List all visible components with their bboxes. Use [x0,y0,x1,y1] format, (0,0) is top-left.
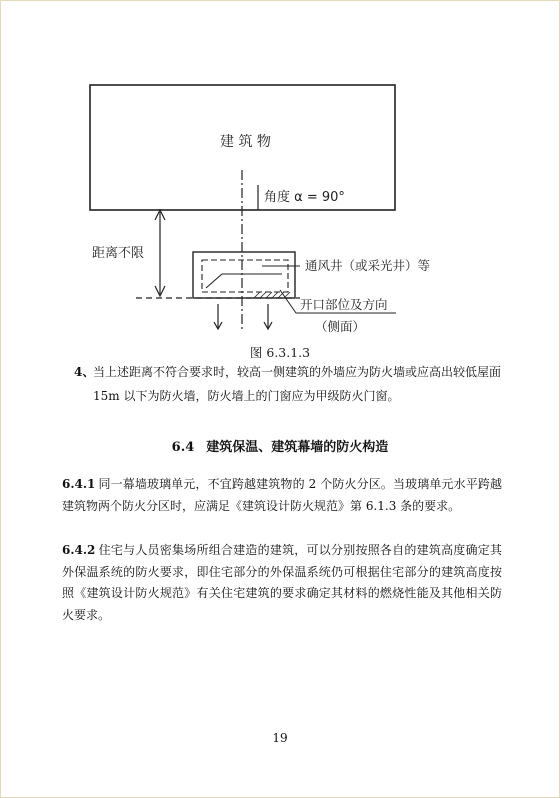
clause-number: 6.4.1 [62,477,96,491]
figure-6-3-1-3 [0,0,560,360]
section-title: 建筑保温、建筑幕墙的防火构造 [206,440,389,455]
page-number: 19 [272,731,288,745]
list-item-text: 当上述距离不符合要求时，较高一侧建筑的外墙应为防火墙或应高出较低屋面 15m 以下为防火墙，防火墙上的门窗应为甲级防火门窗。 [93,365,502,403]
shaft-outline [202,260,288,292]
clause-number: 6.4.2 [62,543,96,557]
opening-label-line1: 开口部位及方向 [300,297,388,312]
clause-6-4-2 [62,540,502,626]
shaft-label: 通风井（或采光井）等 [305,258,431,273]
clause-6-4-1 [62,474,502,517]
list-item-number: 4、 [74,365,95,379]
figure-caption: 图 6.3.1.3 [249,345,311,360]
shaft-slope [206,274,282,288]
list-item-4 [74,360,508,408]
angle-label: 角度 α = 90° [264,190,345,205]
down-arrow-right [264,304,272,329]
opening-label-line2: （侧面） [315,319,366,334]
down-arrow-left [214,304,222,329]
building-label: 建 筑 物 [220,134,271,150]
clause-text: 同一幕墙玻璃单元，不宜跨越建筑物的 2 个防火分区。当玻璃单元水平跨越建筑物两个防火分区时，应满足《建筑设计防火规范》第 6.1.3 条的要求。 [62,477,502,513]
section-heading [0,436,560,455]
clause-text: 住宅与人员密集场所组合建造的建筑，可以分别按照各自的建筑高度确定其外保温系统的防火要求，即住宅部分的外保温系统仍可根据住宅部分的建筑高度按照《建筑设计防火规范》有关住宅建筑的要求确定其材料的燃烧性能及其他相关防火要求。 [62,543,502,622]
lower-building-outline [193,252,295,298]
distance-label: 距离不限 [92,246,145,261]
section-number: 6.4 [171,440,195,455]
